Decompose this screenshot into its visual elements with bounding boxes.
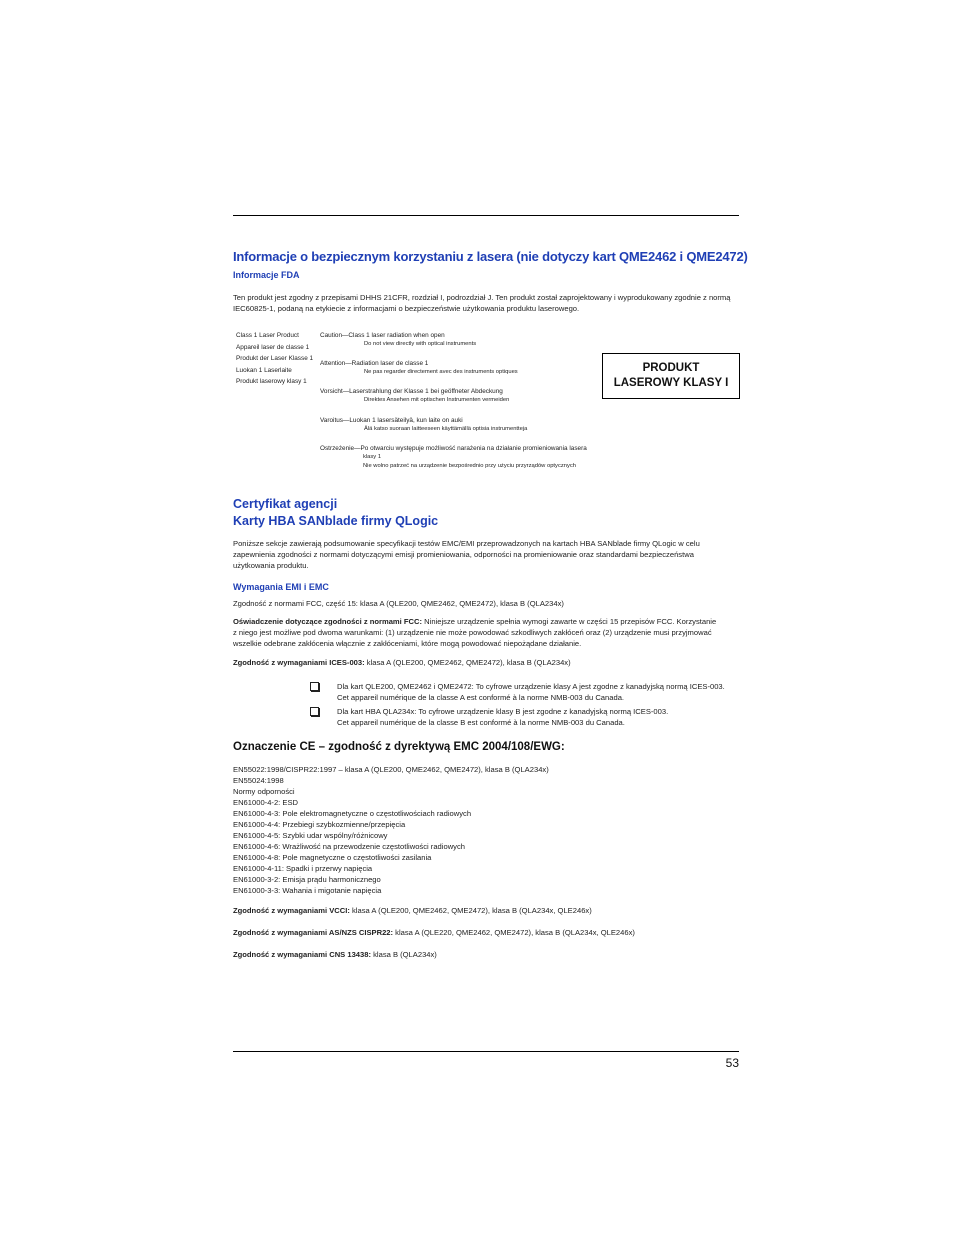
ices-line: [233, 657, 571, 668]
label-class1-fr: Appareil laser de classe 1: [236, 343, 310, 351]
asnzs-text: klasa A (QLE220, QME2462, QME2472), klasa B (QLA234x, QLE246x): [393, 928, 635, 937]
vcci-line: [233, 905, 592, 916]
list-item: EN61000-4-3: Pole elektromagnetyczne o częstotliwościach radiowych: [233, 809, 472, 818]
warning-caution: Caution—Class 1 laser radiation when open Do not view directly with optical instruments: [320, 332, 477, 347]
checkbox-bullet-icon: [310, 707, 319, 716]
page-number: 53: [725, 1056, 739, 1070]
cns-label: Zgodność z wymaganiami CNS 13438:: [233, 950, 371, 959]
fda-heading: Informacje FDA: [233, 270, 300, 280]
ices-label: Zgodność z wymaganiami ICES-003:: [233, 658, 365, 667]
fcc-declaration-text-2: z niego jest możliwe pod dwoma warunkami: (1) urządzenie nie może powodować szkodliwych zakłóceń oraz (2) urządzenie musi przyjmować: [233, 628, 712, 637]
warning-varoitus: Varoitus—Luokan 1 lasersäteilyä, kun laite on auki Älä katso suoraan laitteeseen käyttämällä optisia instrumentteja: [320, 417, 528, 432]
bottom-rule: [233, 1051, 739, 1052]
ce-heading: Oznaczenie CE – zgodność z dyrektywą EMC 2004/108/EWG:: [233, 741, 565, 753]
ices-text: klasa A (QLE200, QME2462, QME2472), klasa B (QLA234x): [364, 658, 571, 667]
bullet-2-line-2: Cet appareil numérique de la classe B est conformé à la norme NMB-003 du Canada.: [337, 718, 625, 727]
vcci-label: Zgodność z wymaganiami VCCI:: [233, 906, 350, 915]
fda-paragraph: [233, 292, 731, 314]
list-item: EN61000-3-2: Emisja prądu harmonicznego: [233, 875, 381, 884]
cert-heading-line-1: Certyfikat agencji: [233, 497, 338, 511]
cns-line: [233, 949, 437, 960]
laser-box-line-1: PRODUKT: [642, 362, 700, 374]
list-item: EN55024:1998: [233, 776, 284, 785]
bullet-2-line-1: Dla kart HBA QLA234x: To cyfrowe urządzenie klasy B jest zgodne z kanadyjską normą ICES-003.: [337, 707, 669, 716]
list-item: EN61000-4-6: Wrażliwość na przewodzenie częstotliwości radiowych: [233, 842, 465, 851]
laser-heading: Informacje o bezpiecznym korzystaniu z lasera (nie dotyczy kart QME2462 i QME2472): [233, 249, 748, 264]
warning-ostrzezenie: Ostrzeżenie—Po otwarciu występuje możliwość narażenia na działanie promieniowania lasera klasy 1 Nie wolno patrzeć na urządzenie bezpośrednio przy użyciu przyrządów optycznych: [320, 445, 587, 469]
cert-line-1: Poniższe sekcje zawierają podsumowanie specyfikacji testów EMC/EMI przeprowadzonych na kartach HBA SANblade firmy QLogic w celu: [233, 539, 700, 548]
list-item: EN61000-4-11: Spadki i przerwy napięcia: [233, 864, 373, 873]
list-item: EN61000-4-8: Pole magnetyczne o częstotliwości zasilania: [233, 853, 432, 862]
label-class1-fi: Luokan 1 Laserlaite: [236, 366, 292, 374]
label-class1-de: Produkt der Laser Klasse 1: [236, 355, 314, 362]
checkbox-bullet-icon: [310, 682, 319, 691]
cert-heading-line-2: Karty HBA SANblade firmy QLogic: [233, 514, 439, 528]
fcc-declaration-text-3: wszelkie odebrane zakłócenia włącznie z zakłóceniami, które mogą powodować niepożądane działanie.: [233, 639, 582, 648]
label-class1-en: Class 1 Laser Product: [236, 332, 299, 339]
cns-text: klasa B (QLA234x): [371, 950, 437, 959]
asnzs-line: [233, 927, 635, 938]
laser-box-line-2: LASEROWY KLASY I: [613, 377, 729, 389]
list-item: EN61000-4-2: ESD: [233, 798, 299, 807]
fcc-line: Zgodność z normami FCC, część 15: klasa A (QLE200, QME2462, QME2472), klasa B (QLA234x): [233, 599, 564, 608]
laser-class-box: [602, 353, 740, 399]
fcc-declaration-text-1: Niniejsze urządzenie spełnia wymogi zawarte w części 15 przepisów FCC. Korzystanie: [422, 617, 717, 626]
fda-line-2: IEC60825-1, podaną na etykiecie z informacjami o bezpieczeństwie użytkowania produktu laserowego.: [233, 304, 580, 313]
label-class1-pl: Produkt laserowy klasy 1: [236, 378, 307, 385]
list-item: EN61000-4-5: Szybki udar wspólny/różnicowy: [233, 831, 388, 840]
laser-label-left: [236, 330, 313, 388]
bullet-1-line-1: Dla kart QLE200, QME2462 i QME2472: To cyfrowe urządzenie klasy A jest zgodne z kanadyjską normą ICES-003.: [337, 682, 725, 691]
top-rule: [233, 215, 739, 216]
fcc-declaration-label: Oświadczenie dotyczące zgodności z normami FCC:: [233, 617, 423, 626]
fda-line-1: Ten produkt jest zgodny z przepisami DHHS 21CFR, rozdział I, podrozdział J. Ten produkt został zaprojektowany i wyprodukowany zgodnie z normą: [233, 293, 731, 302]
bullet-1-line-2: Cet appareil numérique de la classe A est conformé à la norme NMB-003 du Canada.: [337, 693, 625, 702]
warning-attention: Attention—Radiation laser de classe 1 Ne pas regarder directement avec des instruments optiques: [320, 360, 518, 375]
cert-heading: [233, 496, 438, 530]
emi-heading: Wymagania EMI i EMC: [233, 582, 329, 592]
list-item: EN61000-4-4: Przebiegi szybkozmienne/przepięcia: [233, 820, 406, 829]
asnzs-label: Zgodność z wymaganiami AS/NZS CISPR22:: [233, 928, 394, 937]
cert-line-2: zapewnienia zgodności z normami dotyczącymi emisji promieniowania, odporności na promieniowanie oraz standardami bezpieczeństwa: [233, 550, 694, 559]
cert-paragraph: [233, 538, 700, 571]
list-item: Normy odporności: [233, 787, 295, 796]
ce-standards-list: [233, 764, 549, 896]
warning-vorsicht: Vorsicht—Laserstrahlung der Klasse 1 bei geöffneter Abdeckung Direktes Ansehen mit optischen Instrumenten vermeiden: [320, 388, 510, 403]
fcc-declaration: [233, 616, 716, 649]
cert-line-3: użytkowania produktu.: [233, 561, 309, 570]
vcci-text: klasa A (QLE200, QME2462, QME2472), klasa B (QLA234x, QLE246x): [349, 906, 592, 915]
list-item: EN61000-3-3: Wahania i migotanie napięcia: [233, 886, 382, 895]
list-item: EN55022:1998/CISPR22:1997 – klasa A (QLE200, QME2462, QME2472), klasa B (QLA234x): [233, 765, 549, 774]
